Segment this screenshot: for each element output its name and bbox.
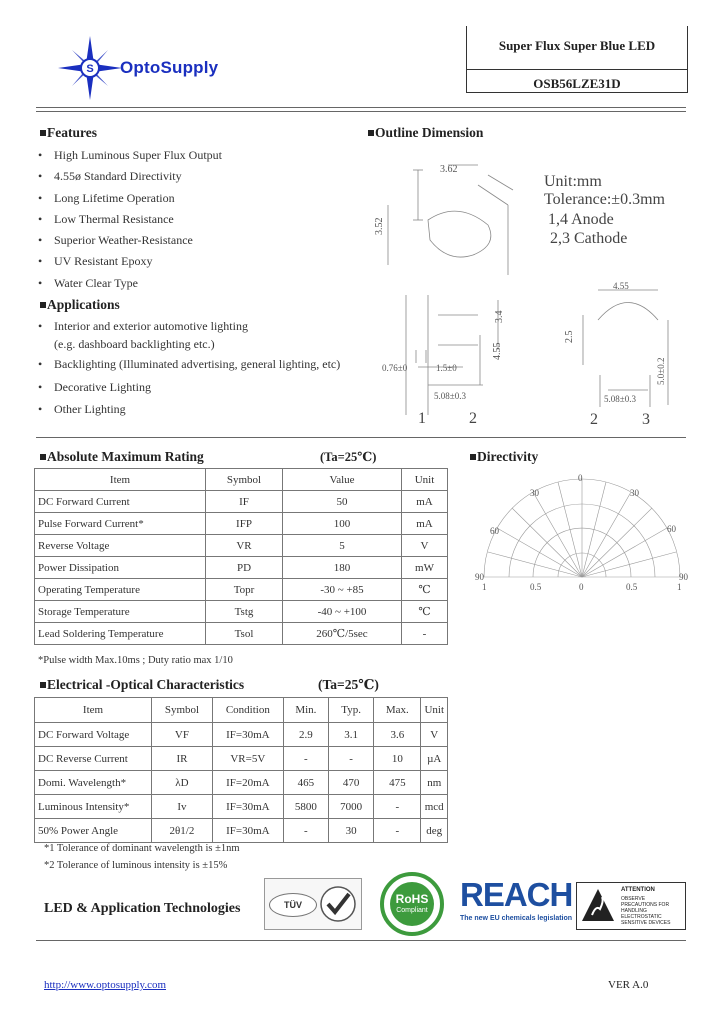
application-item: • Backlighting (Illuminated advertising, general lighting, etc)	[38, 357, 341, 371]
svg-text:S: S	[86, 63, 94, 75]
footer-rule	[36, 940, 686, 941]
eo-heading: Electrical -Optical Characteristics	[40, 677, 244, 693]
eo-note: *1 Tolerance of dominant wavelength is ±1nm	[44, 843, 240, 854]
pin-label: 2	[590, 411, 598, 428]
eo-note: *2 Tolerance of luminous intensity is ±15%	[44, 860, 228, 871]
table-header-row	[35, 698, 448, 723]
scale-label: 1	[482, 582, 487, 592]
column-header: Item	[35, 698, 152, 723]
table-row	[35, 491, 448, 513]
outline-drawing	[368, 145, 688, 435]
table-cell: 7000	[329, 795, 374, 819]
column-header: Min.	[283, 698, 328, 723]
angle-label: 30	[630, 488, 639, 498]
feature-item: • UV Resistant Epoxy	[38, 254, 153, 268]
tolerance-label: Tolerance:±0.3mm	[544, 191, 665, 208]
table-row	[35, 771, 448, 795]
table-row	[35, 623, 448, 645]
table-cell: 50	[283, 491, 402, 513]
table-cell: PD	[206, 557, 283, 579]
table-cell: 50% Power Angle	[35, 819, 152, 843]
application-item: • Decorative Lighting	[38, 380, 151, 394]
table-row	[35, 579, 448, 601]
application-item: • Other Lighting	[38, 402, 126, 416]
table-cell: -	[374, 795, 421, 819]
table-cell: Iv	[152, 795, 213, 819]
unit-label: Unit:mm	[544, 173, 602, 190]
table-cell: Tstg	[206, 601, 283, 623]
rohs-badge: RoHS Compliant	[376, 872, 448, 936]
table-cell: IF=30mA	[212, 723, 283, 747]
feature-item: • Water Clear Type	[38, 276, 138, 290]
table-cell: -	[283, 819, 328, 843]
column-header: Item	[35, 469, 206, 491]
table-row	[35, 795, 448, 819]
reach-badge: REACH The new EU chemicals legislation	[460, 876, 573, 922]
table-cell: ℃	[402, 579, 448, 601]
table-cell: deg	[421, 819, 448, 843]
website-link[interactable]: http://www.optosupply.com	[44, 979, 167, 991]
feature-item: • Long Lifetime Operation	[38, 191, 175, 205]
header-rule-2	[36, 111, 686, 112]
table-cell: ℃	[402, 601, 448, 623]
tuv-badge	[264, 878, 362, 930]
applications-heading: Applications	[40, 297, 120, 313]
table-cell: mcd	[421, 795, 448, 819]
table-row	[35, 747, 448, 771]
table-cell: 475	[374, 771, 421, 795]
table-cell: Power Dissipation	[35, 557, 206, 579]
table-cell: IF	[206, 491, 283, 513]
table-cell: Domi. Wavelength*	[35, 771, 152, 795]
table-cell: mA	[402, 491, 448, 513]
table-row	[35, 601, 448, 623]
column-header: Value	[283, 469, 402, 491]
table-cell: 5	[283, 535, 402, 557]
table-cell: nm	[421, 771, 448, 795]
esd-badge: ATTENTION OBSERVE PRECAUTIONS FOR HANDLING ELECTROSTATIC SENSITIVE DEVICES	[576, 882, 686, 930]
dim-label: 3.62	[440, 164, 458, 175]
directivity-heading: Directivity	[470, 449, 538, 465]
table-cell: 3.1	[329, 723, 374, 747]
angle-label: 30	[530, 488, 539, 498]
table-row	[35, 557, 448, 579]
dim-label: 1.5±0	[436, 363, 457, 373]
table-cell: -	[374, 819, 421, 843]
product-title: Super Flux Super Blue LED	[498, 38, 656, 53]
table-cell: IR	[152, 747, 213, 771]
table-cell: -	[283, 747, 328, 771]
brand-name: OptoSupply	[120, 58, 219, 77]
table-row	[35, 819, 448, 843]
table-cell: IF=30mA	[212, 819, 283, 843]
dim-label: 2.5	[564, 330, 575, 343]
column-header: Symbol	[206, 469, 283, 491]
table-cell: 100	[283, 513, 402, 535]
feature-item: • Superior Weather-Resistance	[38, 233, 193, 247]
scale-label: 0.5	[626, 582, 638, 592]
tuv-logo-icon: TÜV	[269, 893, 317, 917]
table-cell: 180	[283, 557, 402, 579]
header-rule	[36, 107, 686, 108]
outline-heading: Outline Dimension	[368, 125, 483, 141]
table-cell: VR=5V	[212, 747, 283, 771]
dim-label: 3.4	[494, 310, 505, 323]
table-cell: Reverse Voltage	[35, 535, 206, 557]
table-cell: λD	[152, 771, 213, 795]
table-cell: V	[421, 723, 448, 747]
table-cell: V	[402, 535, 448, 557]
angle-label: 60	[667, 524, 676, 534]
scale-label: 0	[579, 582, 584, 592]
checkmark-icon	[319, 885, 357, 923]
scale-label: 0.5	[530, 582, 542, 592]
table-cell: IF=20mA	[212, 771, 283, 795]
application-item: • Interior and exterior automotive lighting	[38, 319, 248, 333]
column-header: Typ.	[329, 698, 374, 723]
column-header: Symbol	[152, 698, 213, 723]
abs-max-note: *Pulse width Max.10ms ; Duty ratio max 1/10	[38, 655, 233, 666]
title-box	[466, 26, 688, 93]
table-cell: DC Reverse Current	[35, 747, 152, 771]
table-header-row	[35, 469, 448, 491]
company-name: LED & Application Technologies	[44, 901, 241, 916]
table-cell: 5800	[283, 795, 328, 819]
table-cell: DC Forward Voltage	[35, 723, 152, 747]
table-cell: -40 ~ +100	[283, 601, 402, 623]
version-label: VER A.0	[608, 979, 649, 991]
dim-label: 5.08±0.3	[604, 394, 636, 404]
features-heading: Features	[40, 125, 97, 141]
table-cell: -	[329, 747, 374, 771]
eo-table	[34, 697, 448, 843]
pin-label: 3	[642, 411, 650, 428]
scale-label: 1	[677, 582, 682, 592]
table-cell: -30 ~ +85	[283, 579, 402, 601]
column-header: Unit	[421, 698, 448, 723]
directivity-chart	[472, 472, 692, 597]
table-cell: Pulse Forward Current*	[35, 513, 206, 535]
cathode-label: 2,3 Cathode	[550, 230, 628, 247]
table-cell: DC Forward Current	[35, 491, 206, 513]
dim-label: 4.55	[613, 281, 629, 291]
feature-item: • High Luminous Super Flux Output	[38, 148, 223, 162]
angle-label: 90	[679, 572, 688, 582]
eo-condition: (Ta=25℃)	[318, 677, 379, 692]
dim-label: 4.55	[492, 342, 503, 360]
table-cell: 2θ1/2	[152, 819, 213, 843]
esd-warning-icon	[580, 887, 616, 925]
table-cell: 3.6	[374, 723, 421, 747]
feature-item: • 4.55ø Standard Directivity	[38, 169, 182, 183]
table-row	[35, 723, 448, 747]
table-cell: mW	[402, 557, 448, 579]
dim-label: 5.08±0.3	[434, 391, 466, 401]
column-header: Unit	[402, 469, 448, 491]
angle-label: 90	[475, 572, 484, 582]
table-cell: 470	[329, 771, 374, 795]
table-cell: µA	[421, 747, 448, 771]
anode-label: 1,4 Anode	[548, 211, 614, 228]
application-item-note: (e.g. dashboard backlighting etc.)	[54, 337, 215, 351]
table-cell: Lead Soldering Temperature	[35, 623, 206, 645]
table-cell: Tsol	[206, 623, 283, 645]
table-cell: Topr	[206, 579, 283, 601]
dim-label: 0.76±0	[382, 363, 408, 373]
column-header: Max.	[374, 698, 421, 723]
table-cell: 465	[283, 771, 328, 795]
table-cell: 260℃/5sec	[283, 623, 402, 645]
table-cell: VF	[152, 723, 213, 747]
table-cell: -	[402, 623, 448, 645]
column-header: Condition	[212, 698, 283, 723]
pin-label: 2	[469, 410, 477, 427]
table-cell: IF=30mA	[212, 795, 283, 819]
table-cell: 2.9	[283, 723, 328, 747]
part-number: OSB56LZE31D	[533, 76, 621, 91]
table-cell: 30	[329, 819, 374, 843]
title-divider	[467, 69, 687, 70]
abs-max-table	[34, 468, 448, 645]
table-cell: VR	[206, 535, 283, 557]
dim-label: 5.0±0.2	[656, 357, 666, 385]
table-cell: Operating Temperature	[35, 579, 206, 601]
dim-label: 3.52	[374, 217, 385, 235]
table-row	[35, 535, 448, 557]
table-cell: mA	[402, 513, 448, 535]
angle-label: 60	[490, 526, 499, 536]
table-cell: Storage Temperature	[35, 601, 206, 623]
angle-label: 0	[578, 473, 583, 483]
abs-max-heading: Absolute Maximum Rating	[40, 449, 204, 465]
table-cell: IFP	[206, 513, 283, 535]
pin-label: 1	[418, 410, 426, 427]
table-cell: Luminous Intensity*	[35, 795, 152, 819]
abs-max-condition: (Ta=25℃)	[320, 450, 377, 464]
table-cell: 10	[374, 747, 421, 771]
section-rule	[36, 437, 686, 438]
table-row	[35, 513, 448, 535]
star-logo-icon	[58, 36, 122, 100]
feature-item: • Low Thermal Resistance	[38, 212, 174, 226]
